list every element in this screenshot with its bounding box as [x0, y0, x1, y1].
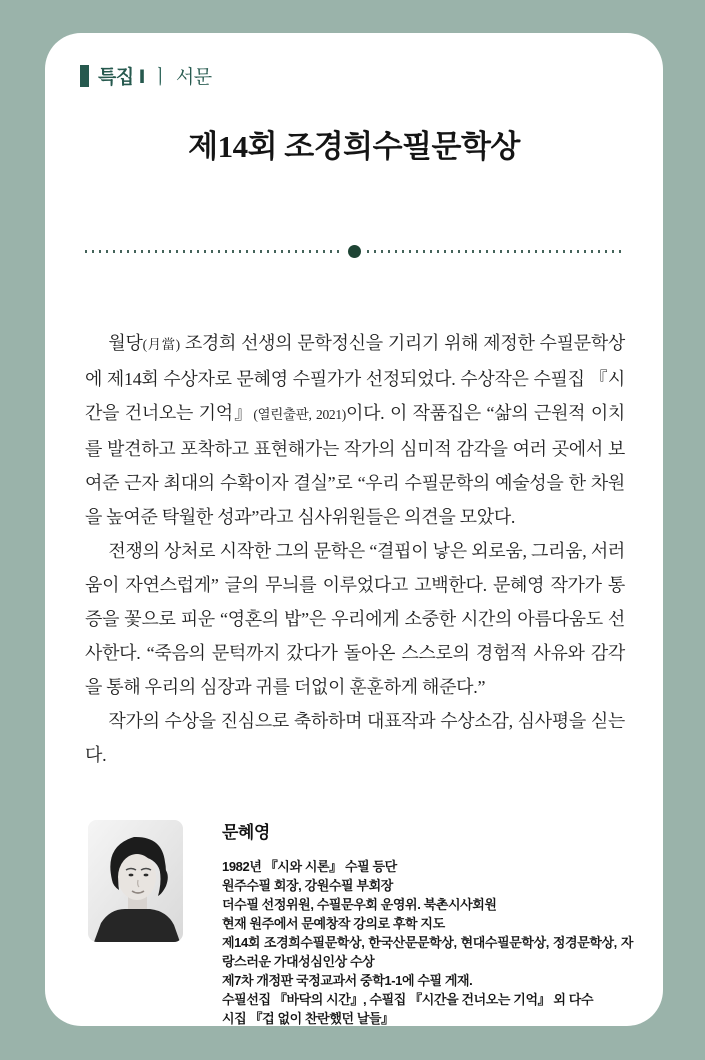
section-name: 서문 — [175, 67, 212, 88]
author-name: 문혜영 — [222, 823, 270, 842]
accent-bar-icon — [80, 65, 89, 87]
dotted-line-right — [367, 250, 624, 253]
bio-entry: 현재 원주에서 문예창작 강의로 후학 지도 — [222, 916, 445, 931]
paragraph-1 — [85, 326, 625, 534]
page-title: 제14회 조경희수필문학상 — [188, 129, 520, 164]
bio-entry: 제7차 개정판 국정교과서 중학1-1에 수필 게재. — [222, 973, 473, 988]
author-section — [88, 820, 633, 1028]
p1-text-b: 조경희 선생의 문학정신을 기리기 위해 제정한 수필문학상에 제14회 수상자로 문혜영 수필가가 선정되었다. 수상작은 수필집 『시간을 건너오는 기억』 — [85, 333, 625, 423]
dotted-divider — [85, 245, 623, 258]
author-info — [222, 820, 633, 1028]
divider-dot-icon — [348, 245, 361, 258]
section-category: 특집 Ⅰ — [98, 67, 146, 88]
bio-entry: 1982년 『시와 시론』 수필 등단 — [222, 859, 397, 874]
bio-entry: 수필선집 『바닥의 시간』, 수필집 『시간을 건너오는 기억』 외 다수 — [222, 992, 594, 1007]
p1-publisher: (열린출판, 2021) — [253, 407, 346, 422]
article-body — [85, 326, 625, 772]
p1-text-a: 월당 — [108, 333, 143, 353]
paragraph-2: 전쟁의 상처로 시작한 그의 문학은 “결핍이 낳은 외로움, 그리움, 서러움이 자연스럽게” 글의 무늬를 이루었다고 고백한다. 문혜영 작가가 통증을 꽃으로 피운 “영혼의 밥”은 우리에게 소중한 시간의 아름다움도 선사한다. “죽음의 문턱까지 갔다가 돌아온 스스로의 경험적 사유와 감각을 통해 우리의 심장과 귀를 더없이 훈훈하게 해준다.” — [85, 541, 625, 697]
bio-entry: 제14회 조경희수필문학상, 한국산문문학상, 현대수필문학상, 정경문학상, 자랑스러운 가대성심인상 수상 — [222, 935, 633, 969]
magazine-page — [45, 33, 663, 1026]
section-separator: ㅣ — [151, 66, 169, 89]
author-photo — [88, 820, 183, 942]
section-label — [80, 62, 663, 89]
p1-text-c: 이다. 이 작품집은 “삶의 근원적 이치를 발견하고 포착하고 표현해가는 작가의 심미적 감각을 여러 곳에서 보여준 근자 최대의 수확이자 결실”로 “우리 수필문학의 예술성을 한 차원을 높여준 탁월한 성과”라고 심사위원들은 의견을 모았다. — [85, 403, 625, 527]
bio-entry: 시집 『겁 없이 찬란했던 날들』 — [222, 1011, 394, 1026]
p1-hanja: (月當) — [142, 337, 180, 352]
dotted-line-left — [85, 250, 342, 253]
author-bio-list — [222, 857, 633, 1028]
bio-entry: 더수필 선정위원, 수필문우회 운영위. 북촌시사회원 — [222, 897, 497, 912]
bio-entry: 원주수필 회장, 강원수필 부회장 — [222, 878, 393, 893]
paragraph-3: 작가의 수상을 진심으로 축하하며 대표작과 수상소감, 심사평을 싣는다. — [85, 711, 625, 765]
author-portrait-image — [88, 820, 183, 942]
